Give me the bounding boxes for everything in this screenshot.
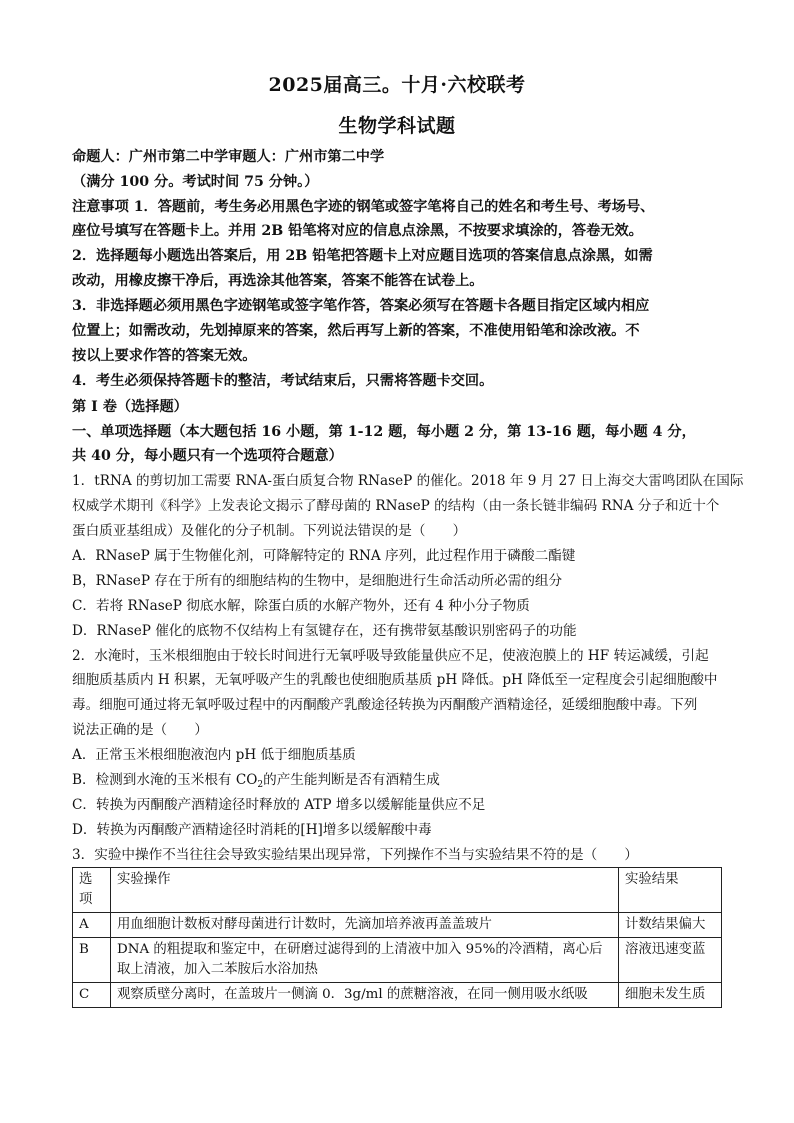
part-heading-line-1: 一、单项选择题（本大题包括 16 小题，第 1-12 题，每小题 2 分，第 13-16 题，每小题 4 分， <box>72 424 696 440</box>
table-row <box>73 983 722 1008</box>
notice-line-2: 座位号填写在答题卡上。并用 2B 铅笔将对应的信息点涂黑，不按要求填涂的，答卷无效。 <box>72 223 643 239</box>
q2-stem-line-2: 细胞质基质内 H 积累，无氧呼吸产生的乳酸也使细胞质基质 pH 降低。pH 降低至一定程度会引起细胞酸中 <box>72 672 718 688</box>
exam-title: 2025届高三。十月·六校联考 <box>268 74 526 96</box>
notice-line-7: 按以上要求作答的答案无效。 <box>72 348 257 364</box>
part-heading-line-2: 共 40 分，每小题只有一个选项符合题意） <box>72 448 343 464</box>
q2-stem-line-1: 2．水淹时，玉米根细胞由于较长时间进行无氧呼吸导致能量供应不足，使液泡膜上的 HF 转运减缓，引起 <box>72 648 709 664</box>
q2-option-a: A．正常玉米根细胞液泡内 pH 低于细胞质基质 <box>72 747 356 763</box>
header-option-text-2: 项 <box>79 892 93 907</box>
row-result-cell: 计数结果偏大 <box>619 913 722 938</box>
q2-stem-line-3: 毒。细胞可通过将无氧呼吸过程中的丙酮酸产乳酸途径转换为丙酮酸产酒精途径，延缓细胞酸中毒。下列 <box>72 697 698 713</box>
row-result-cell: 细胞未发生质 <box>619 983 722 1008</box>
q1-stem-line-1: 1．tRNA 的剪切加工需要 RNA-蛋白质复合物 RNaseP 的催化。2018 年 9 月 27 日上海交大雷鸣团队在国际 <box>72 473 744 489</box>
q1-option-d: D．RNaseP 催化的底物不仅结构上有氢键存在，还有携带氨基酸识别密码子的功能 <box>72 623 577 639</box>
table-row <box>73 938 722 983</box>
q2-option-c: C．转换为丙酮酸产酒精途径时释放的 ATP 增多以缓解能量供应不足 <box>72 797 486 813</box>
row-option-cell: B <box>73 938 111 983</box>
score-time-line: （满分 100 分。考试时间 75 分钟。） <box>72 174 319 190</box>
row-operation-line-1: DNA 的粗提取和鉴定中，在研磨过滤得到的上清液中加入 95%的冷酒精，离心后 <box>117 942 603 957</box>
q2-stem-line-4: 说法正确的是（ ） <box>72 722 208 738</box>
row-operation-line-2: 取上清液，加入二苯胺后水浴加热 <box>117 962 318 977</box>
q3-experiment-table <box>72 867 722 1008</box>
notice-line-4: 改动，用橡皮擦干净后，再选涂其他答案，答案不能答在试卷上。 <box>72 273 484 289</box>
row-operation-cell: 观察质壁分离时，在盖玻片一侧滴 0．3g/ml 的蔗糖溶液，在同一侧用吸水纸吸 <box>111 983 619 1008</box>
notice-line-1: 注意事项 1．答题前，考生务必用黑色字迹的钢笔或签字笔将自己的姓名和考生号、考场号、 <box>72 199 655 215</box>
row-operation-cell <box>111 938 619 983</box>
header-option-text-1: 选 <box>79 872 93 887</box>
exam-subtitle: 生物学科试题 <box>338 115 456 137</box>
notice-line-6: 位置上；如需改动，先划掉原来的答案，然后再写上新的答案，不准使用铅笔和涂改液。不 <box>72 323 640 339</box>
q3-stem: 3．实验中操作不当往往会导致实验结果出现异常，下列操作不当与实验结果不符的是（ ） <box>72 847 638 863</box>
authors-line: 命题人：广州市第二中学审题人：广州市第二中学 <box>72 149 385 165</box>
q1-option-c: C．若将 RNaseP 彻底水解，除蛋白质的水解产物外，还有 4 种小分子物质 <box>72 598 530 614</box>
q1-option-a: A．RNaseP 属于生物催化剂，可降解特定的 RNA 序列，此过程作用于磷酸二酯键 <box>72 548 576 564</box>
table-row <box>73 913 722 938</box>
notice-line-3: 2．选择题每小题选出答案后，用 2B 铅笔把答题卡上对应题目选项的答案信息点涂黑，如需 <box>72 248 653 264</box>
row-option-cell: A <box>73 913 111 938</box>
header-operation-cell: 实验操作 <box>111 868 619 913</box>
q2-option-b-text-end: 的产生能判断是否有酒精生成 <box>263 772 440 788</box>
table-header-row <box>73 868 722 913</box>
header-option-cell <box>73 868 111 913</box>
q1-option-b: B，RNaseP 存在于所有的细胞结构的生物中，是细胞进行生命活动所必需的组分 <box>72 573 563 589</box>
q2-option-b <box>72 770 732 795</box>
q2-option-b-subscript: 2 <box>257 780 264 790</box>
q2-option-d: D．转换为丙酮酸产酒精途径时消耗的[H]增多以缓解酸中毒 <box>72 822 432 838</box>
q1-stem-line-2: 权威学术期刊《科学》上发表论文揭示了酵母菌的 RNaseP 的结构（由一条长链非编码 RNA 分子和近十个 <box>72 498 720 514</box>
row-operation-cell: 用血细胞计数板对酵母菌进行计数时，先滴加培养液再盖盖玻片 <box>111 913 619 938</box>
q2-option-b-text: B．检测到水淹的玉米根有 CO <box>72 772 258 788</box>
row-result-cell: 溶液迅速变蓝 <box>619 938 722 983</box>
q1-stem-line-3: 蛋白质亚基组成）及催化的分子机制。下列说法错误的是（ ） <box>72 523 467 539</box>
row-option-cell: C <box>73 983 111 1008</box>
notice-line-8: 4．考生必须保持答题卡的整洁，考试结束后，只需将答题卡交回。 <box>72 373 494 389</box>
volume-heading: 第 I 卷（选择题） <box>72 399 188 415</box>
notice-line-5: 3．非选择题必须用黑色字迹钢笔或签字笔作答，答案必须写在答题卡各题目指定区域内相应 <box>72 298 650 314</box>
header-result-cell: 实验结果 <box>619 868 722 913</box>
